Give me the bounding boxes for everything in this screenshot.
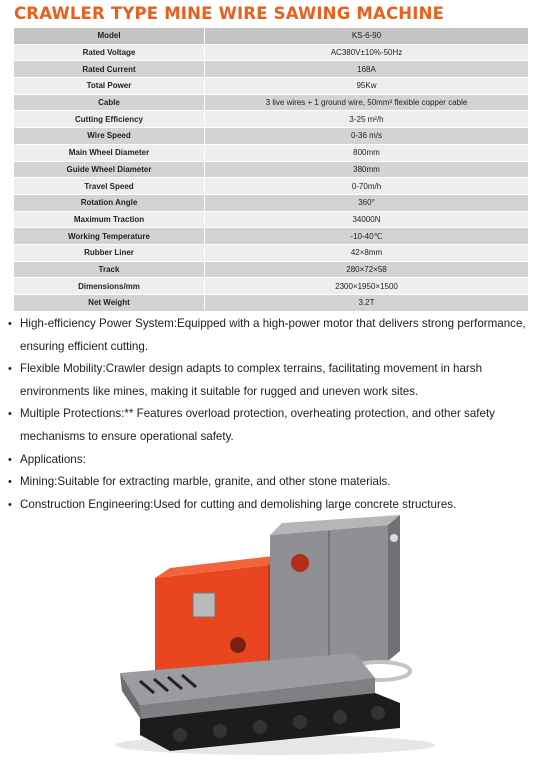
spec-value: 0-70m/h: [205, 178, 529, 195]
spec-value: KS-6-90: [205, 28, 529, 44]
page-title: CRAWLER TYPE MINE WIRE SAWING MACHINE: [14, 4, 445, 23]
spec-value: 280×72×58: [205, 261, 529, 278]
bullet-text: High-efficiency Power System:Equipped with a high-power motor that delivers strong performance, ensuring efficient cutting.: [20, 317, 526, 353]
spec-value: -10-40℃: [205, 228, 529, 245]
spec-label: Guide Wheel Diameter: [14, 161, 205, 178]
list-item: [8, 358, 528, 403]
spec-value: 360°: [205, 194, 529, 211]
bullet-dot: •: [8, 408, 12, 421]
bullet-dot: •: [8, 363, 12, 376]
spec-value: 42×8mm: [205, 244, 529, 261]
list-item: [8, 449, 528, 472]
spec-value: 800mm: [205, 144, 529, 161]
spec-label: Working Temperature: [14, 228, 205, 245]
bullet-dot: •: [8, 453, 12, 466]
table-row: [14, 44, 528, 61]
logo-badge: [230, 637, 246, 653]
brand-logo: [291, 554, 309, 572]
bullet-text: Applications:: [20, 452, 86, 466]
machine-illustration: [110, 513, 440, 758]
spec-table: [14, 28, 528, 312]
spec-value: AC380V±10%-50Hz: [205, 44, 529, 61]
spec-label: Maximum Traction: [14, 211, 205, 228]
bullet-dot: •: [8, 498, 12, 511]
bullet-text: Construction Engineering:Used for cutting and demolishing large concrete structures.: [20, 497, 457, 511]
spec-label: Model: [14, 28, 205, 44]
bullet-text: Flexible Mobility:Crawler design adapts to complex terrains, facilitating movement in harsh environments like mines, making it suitable for rugged and uneven work sites.: [20, 362, 483, 398]
spec-label: Cutting Efficiency: [14, 111, 205, 128]
control-cabinet: [270, 515, 400, 669]
spec-value: 2300×1950×1500: [205, 278, 529, 295]
spec-value: 3-25 m²/h: [205, 111, 529, 128]
table-row: [14, 178, 528, 195]
table-row: [14, 211, 528, 228]
spec-value: 34000N: [205, 211, 529, 228]
spec-label: Rotation Angle: [14, 194, 205, 211]
gauge-icon: [390, 534, 398, 542]
bullet-text: Multiple Protections:** Features overload protection, overheating protection, and other safety mechanisms to ensure operational safety.: [20, 407, 495, 443]
spec-label: Rated Voltage: [14, 44, 205, 61]
table-row: [14, 28, 528, 44]
table-row: [14, 78, 528, 95]
spec-label: Total Power: [14, 78, 205, 95]
table-row: [14, 194, 528, 211]
bullet-dot: •: [8, 476, 12, 489]
table-row: [14, 161, 528, 178]
spec-label: Cable: [14, 94, 205, 111]
spec-label: Track: [14, 261, 205, 278]
table-row: [14, 128, 528, 145]
list-item: [8, 471, 528, 494]
spec-value: 380mm: [205, 161, 529, 178]
spec-value: 0-36 m/s: [205, 128, 529, 145]
spec-label: Rated Current: [14, 61, 205, 78]
table-row: [14, 61, 528, 78]
feature-list: [8, 313, 528, 516]
bullet-dot: •: [8, 318, 12, 330]
spec-label: Main Wheel Diameter: [14, 144, 205, 161]
spec-label: Travel Speed: [14, 178, 205, 195]
list-item: [8, 403, 528, 448]
spec-value: 168A: [205, 61, 529, 78]
spec-label: Wire Speed: [14, 128, 205, 145]
spec-label: Dimensions/mm: [14, 278, 205, 295]
spec-label: Net Weight: [14, 295, 205, 312]
table-row: [14, 111, 528, 128]
bullet-text: Mining:Suitable for extracting marble, granite, and other stone materials.: [20, 475, 391, 489]
table-row: [14, 144, 528, 161]
spec-value: 3.2T: [205, 295, 529, 312]
table-row: [14, 94, 528, 111]
spec-value: 95Kw: [205, 78, 529, 95]
table-row: [14, 244, 528, 261]
table-row: [14, 261, 528, 278]
nameplate: [193, 593, 215, 617]
table-row: [14, 278, 528, 295]
list-item: [8, 313, 528, 358]
table-row: [14, 295, 528, 312]
table-row: [14, 228, 528, 245]
spec-label: Rubber Liner: [14, 244, 205, 261]
spec-value: 3 live wires + 1 ground wire, 50mm² flexible copper cable: [205, 94, 529, 111]
